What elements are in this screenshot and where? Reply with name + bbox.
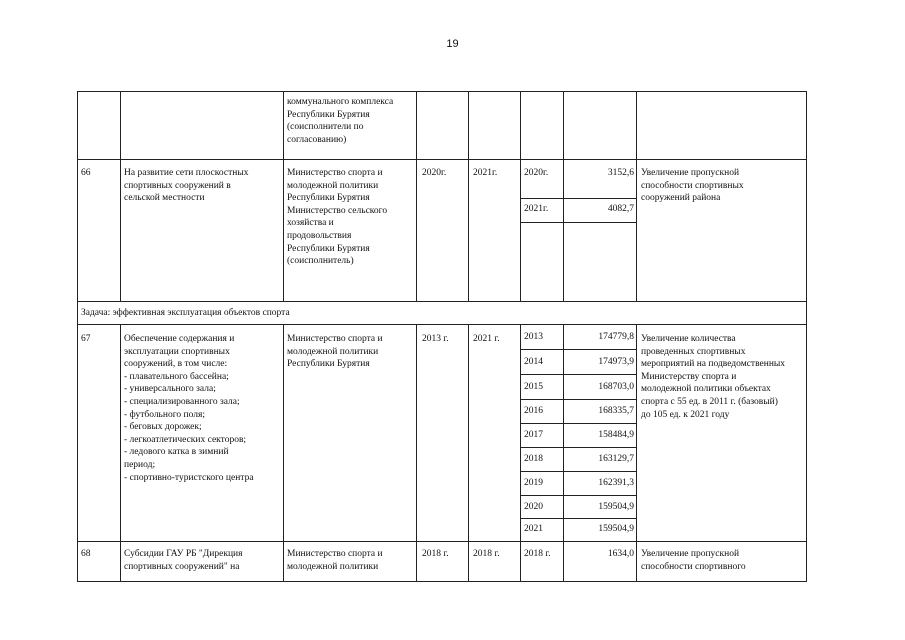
r68-result: Увеличение пропускной способности спортивного [641,549,746,572]
col-sep-2-b [283,324,284,582]
r67-value: 168335,7 [598,406,634,416]
col-left-border [77,91,78,582]
r67-year: 2019 [524,478,543,488]
r68-end: 2018 г. [473,549,500,559]
r66-number: 66 [81,168,91,178]
r67-result: Увеличение количества проведенных спортивных мероприятий на подведомственных Министерству спорта и молодежной политики объектах спорта с 55 ед. в 2011 г. (базовый) до 105 ед. к 2021 году [641,334,786,420]
col-sep-7-a [636,91,637,301]
r67-year: 2015 [524,382,543,392]
r67-end: 2021 г. [473,334,500,344]
r67-year: 2018 [524,454,543,464]
rule-r67-y7 [520,495,636,496]
r66-end: 2021г. [473,168,498,178]
rule-end-r66 [77,301,807,302]
r68-name: Субсидии ГАУ РБ "Дирекция спортивных сооружений" на [124,549,243,572]
r67-value: 163129,7 [598,454,634,464]
col-sep-5-a [520,91,521,301]
r67-executor: Министерство спорта и молодежной политики Республики Бурятия [287,334,383,370]
r67-value: 168703,0 [598,382,634,392]
r68-start: 2018 г. [422,549,449,559]
rule-end-task [77,324,807,325]
r67-year: 2017 [524,430,543,440]
col-right-border [806,91,807,582]
r67-value: 162391,3 [598,478,634,488]
r67-value: 174973,9 [598,357,634,367]
rule-r67-y5 [520,447,636,448]
r68-number: 68 [81,549,91,559]
r66-result: Увеличение пропускной способности спортивных сооружений района [641,168,744,204]
r66-start: 2020г. [422,168,447,178]
r67-year: 2021 [524,524,543,534]
rule-r67-y2 [520,374,636,375]
rule-end-cont [77,159,807,160]
page-number: 19 [446,38,459,50]
rule-top [77,91,807,92]
col-sep-1-a [120,91,121,301]
r66-executor: Министерство спорта и молодежной политики Республики Бурятия Министерство сельского хозяйства и продовольствия Республики Бурятия (соисполнитель) [287,168,388,267]
rule-r67-y6 [520,471,636,472]
r66-name: На развитие сети плоскостных спортивных сооружений в сельской местности [124,168,249,204]
col-sep-7-b [636,324,637,582]
r67-year: 2016 [524,406,543,416]
rule-r66-sub2 [520,222,636,223]
col-sep-4-b [468,324,469,582]
r67-value: 158484,9 [598,430,634,440]
col-sep-6-a [563,91,564,301]
col-sep-2-a [283,91,284,301]
rule-r67-y1 [520,349,636,350]
task-heading: Задача: эффективная эксплуатация объектов спорта [81,308,290,318]
col-sep-6-b [563,324,564,582]
r67-year: 2013 [524,332,543,342]
r67-value: 159504,9 [598,524,634,534]
r67-value: 159504,9 [598,502,634,512]
rule-r67-y3 [520,399,636,400]
col-sep-4-a [468,91,469,301]
rule-r66-sub1 [520,198,636,199]
r68-year: 2018 г. [524,549,551,559]
rule-end-r67 [77,541,807,542]
col-sep-3-b [416,324,417,582]
rule-bottom [77,581,807,582]
r67-name: Обеспечение содержания и эксплуатации спортивных сооружений, в том числе: - плавательного бассейна; - универсального зала; - специализированного зала; - футбольного поля; - беговых дорожек; - легкоатлетических секторов; - ледового катка в зимний период; - спортивно-туристского центра [124,334,254,483]
r67-start: 2013 г. [422,334,449,344]
rule-r67-y4 [520,423,636,424]
col-sep-3-a [416,91,417,301]
col-sep-1-b [120,324,121,582]
col-sep-5-b [520,324,521,582]
r66-year: 2021г. [524,204,549,214]
r67-value: 174779,8 [598,332,634,342]
r67-year: 2020 [524,502,543,512]
r66-value: 3152,6 [607,168,634,178]
r68-executor: Министерство спорта и молодежной политики [287,549,383,572]
cont-executor: коммунального комплекса Республики Бурятия (соисполнители по согласованию) [287,97,394,145]
r67-number: 67 [81,334,91,344]
r66-value: 4082,7 [607,204,634,214]
program-table [77,91,807,582]
r68-value: 1634,0 [607,549,634,559]
r66-year: 2020г. [524,168,549,178]
rule-r67-y8 [520,518,636,519]
r67-year: 2014 [524,357,543,367]
